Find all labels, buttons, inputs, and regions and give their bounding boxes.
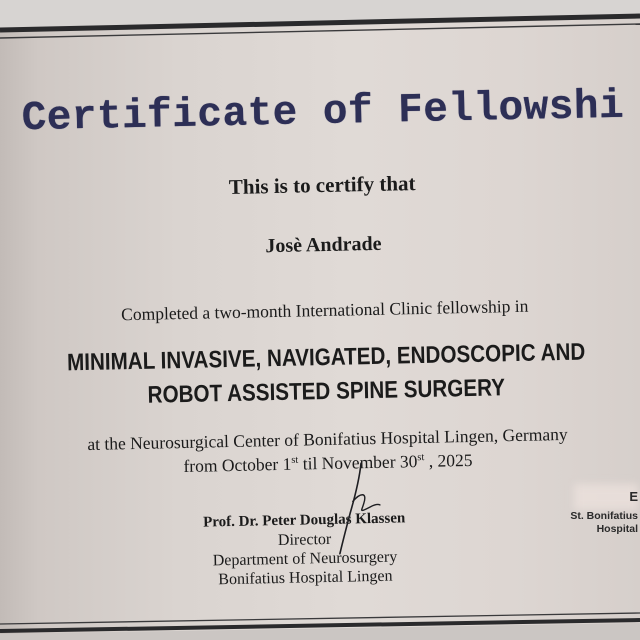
stamp-line-2: Hospital [596,523,638,535]
program-title-line-1-text: MINIMAL INVASIVE, NAVIGATED, ENDOSCOPIC AND [66,338,586,377]
certificate-title: Certificate of Fellowshi [21,83,625,143]
handwritten-signature [321,457,383,558]
signatory-name: Prof. Dr. Peter Douglas Klassen [202,510,406,531]
signatory-institution: Bonifatius Hospital Lingen [218,567,393,589]
certificate-sheet [14,34,636,607]
completion-line: Completed a two-month International Clinic fellowship in [120,295,529,325]
stamp-partial-letter: E [629,489,638,504]
location-line: at the Neurosurgical Center of Bonifatius Hospital Lingen, Germany [87,423,568,455]
date-middle: til November 30 [298,451,418,474]
date-suffix: , 2025 [424,449,473,471]
signatory-role: Director [277,530,332,550]
signatory-department: Department of Neurosurgery [212,548,398,570]
date-prefix: from October 1 [183,453,292,476]
signatory-block [154,507,456,590]
recipient-name: Josè Andrade [265,232,382,258]
date-ordinal-start: st [291,454,299,466]
certify-line: This is to certify that [228,171,416,199]
program-title-line-2-text: ROBOT ASSISTED SPINE SURGERY [147,374,506,409]
date-ordinal-end: st [417,452,425,464]
stamp-line-1: St. Bonifatius [570,510,638,522]
